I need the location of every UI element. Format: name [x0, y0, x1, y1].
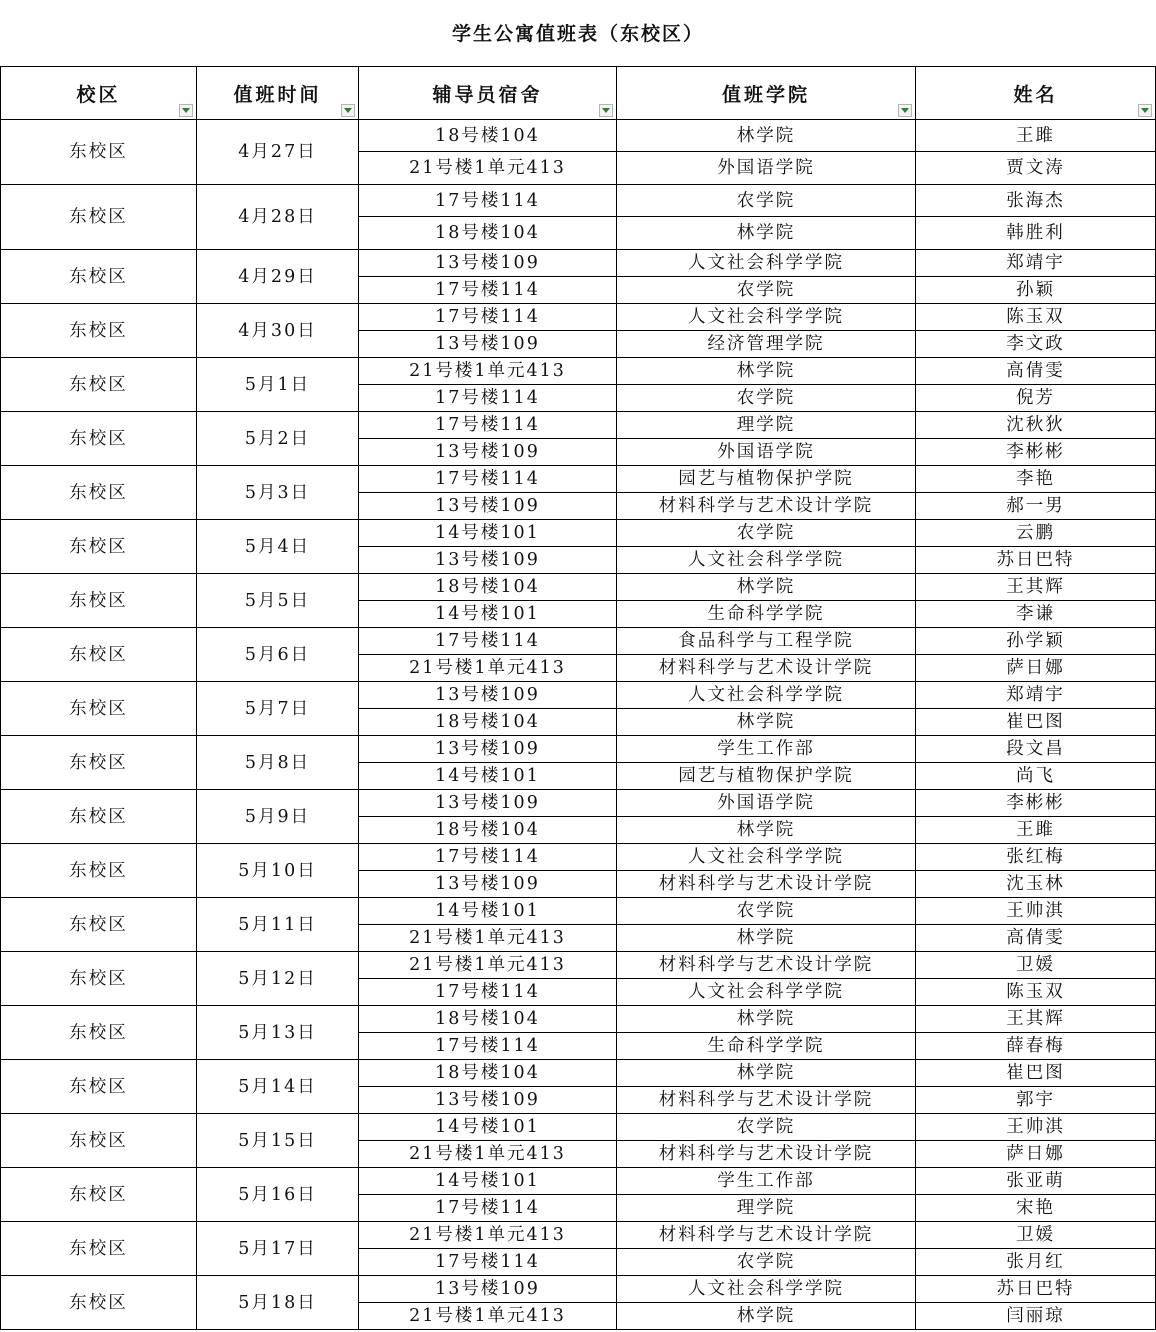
table-row: [1, 1168, 1156, 1195]
dorm-cell[interactable]: 17号楼114: [359, 277, 617, 304]
filter-dropdown-icon[interactable]: [179, 104, 193, 117]
table-row: [1, 682, 1156, 709]
name-cell[interactable]: 闫丽琼: [916, 1303, 1156, 1330]
name-cell[interactable]: 郑靖宇: [916, 250, 1156, 277]
college-cell[interactable]: 林学院: [617, 1303, 916, 1330]
college-cell[interactable]: 生命科学学院: [617, 1033, 916, 1060]
dorm-cell[interactable]: 17号楼114: [359, 304, 617, 331]
college-cell[interactable]: 园艺与植物保护学院: [617, 763, 916, 790]
name-cell[interactable]: 韩胜利: [916, 217, 1156, 250]
campus-cell[interactable]: 东校区: [1, 185, 197, 250]
college-cell[interactable]: 人文社会科学学院: [617, 547, 916, 574]
dorm-cell[interactable]: 18号楼104: [359, 817, 617, 844]
name-cell[interactable]: 薛春梅: [916, 1033, 1156, 1060]
name-cell[interactable]: 沈秋狄: [916, 412, 1156, 439]
name-cell[interactable]: 宋艳: [916, 1195, 1156, 1222]
column-header-dorm: [359, 67, 617, 120]
header-row: [1, 67, 1156, 120]
college-cell[interactable]: 学生工作部: [617, 736, 916, 763]
dorm-cell[interactable]: 18号楼104: [359, 1006, 617, 1033]
college-cell[interactable]: 人文社会科学学院: [617, 844, 916, 871]
name-cell[interactable]: 王其辉: [916, 574, 1156, 601]
dorm-cell[interactable]: 21号楼1单元413: [359, 1303, 617, 1330]
college-cell[interactable]: 学生工作部: [617, 1168, 916, 1195]
date-cell[interactable]: 4月27日: [197, 120, 359, 185]
table-row: [1, 898, 1156, 925]
date-cell[interactable]: 5月17日: [197, 1222, 359, 1276]
filter-dropdown-icon[interactable]: [341, 104, 355, 117]
table-row: [1, 574, 1156, 601]
date-cell[interactable]: 5月12日: [197, 952, 359, 1006]
dorm-cell[interactable]: 18号楼104: [359, 574, 617, 601]
campus-cell[interactable]: 东校区: [1, 412, 197, 466]
campus-cell[interactable]: 东校区: [1, 1222, 197, 1276]
campus-cell[interactable]: 东校区: [1, 358, 197, 412]
campus-cell[interactable]: 东校区: [1, 1168, 197, 1222]
college-cell[interactable]: 农学院: [617, 185, 916, 217]
campus-cell[interactable]: 东校区: [1, 120, 197, 185]
column-header-date: [197, 67, 359, 120]
dorm-cell[interactable]: 21号楼1单元413: [359, 925, 617, 952]
name-cell[interactable]: 崔巴图: [916, 1060, 1156, 1087]
campus-cell[interactable]: 东校区: [1, 304, 197, 358]
name-cell[interactable]: 孙颖: [916, 277, 1156, 304]
dorm-cell[interactable]: 17号楼114: [359, 844, 617, 871]
college-cell[interactable]: 农学院: [617, 1249, 916, 1276]
table-row: [1, 952, 1156, 979]
campus-cell[interactable]: 东校区: [1, 1006, 197, 1060]
filter-dropdown-icon[interactable]: [1138, 104, 1152, 117]
table-row: [1, 412, 1156, 439]
date-cell[interactable]: 5月4日: [197, 520, 359, 574]
name-cell[interactable]: 李文政: [916, 331, 1156, 358]
name-cell[interactable]: 陈玉双: [916, 979, 1156, 1006]
dorm-cell[interactable]: 17号楼114: [359, 466, 617, 493]
dorm-cell[interactable]: 18号楼104: [359, 1060, 617, 1087]
dorm-cell[interactable]: 17号楼114: [359, 628, 617, 655]
name-cell[interactable]: 尚飞: [916, 763, 1156, 790]
table-row: [1, 304, 1156, 331]
dorm-cell[interactable]: 21号楼1单元413: [359, 152, 617, 185]
dorm-cell[interactable]: 13号楼109: [359, 736, 617, 763]
campus-cell[interactable]: 东校区: [1, 1276, 197, 1330]
dorm-cell[interactable]: 17号楼114: [359, 1033, 617, 1060]
date-cell[interactable]: 5月15日: [197, 1114, 359, 1168]
college-cell[interactable]: 外国语学院: [617, 152, 916, 185]
college-cell[interactable]: 林学院: [617, 358, 916, 385]
campus-cell[interactable]: 东校区: [1, 574, 197, 628]
date-cell[interactable]: 5月11日: [197, 898, 359, 952]
date-cell[interactable]: 4月30日: [197, 304, 359, 358]
dorm-cell[interactable]: 13号楼109: [359, 1087, 617, 1114]
date-cell[interactable]: 5月16日: [197, 1168, 359, 1222]
page-title: 学生公寓值班表（东校区）: [451, 23, 704, 45]
dorm-cell[interactable]: 13号楼109: [359, 547, 617, 574]
college-cell[interactable]: 林学院: [617, 709, 916, 736]
date-cell[interactable]: 5月2日: [197, 412, 359, 466]
name-cell[interactable]: 崔巴图: [916, 709, 1156, 736]
table-row: [1, 358, 1156, 385]
college-cell[interactable]: 林学院: [617, 925, 916, 952]
table-row: [1, 1006, 1156, 1033]
table-row: [1, 1276, 1156, 1303]
name-cell[interactable]: 陈玉双: [916, 304, 1156, 331]
name-cell[interactable]: 李彬彬: [916, 439, 1156, 466]
date-cell[interactable]: 5月10日: [197, 844, 359, 898]
name-cell[interactable]: 张月红: [916, 1249, 1156, 1276]
college-cell[interactable]: 农学院: [617, 1114, 916, 1141]
name-cell[interactable]: 倪芳: [916, 385, 1156, 412]
column-header-campus: [1, 67, 197, 120]
campus-cell[interactable]: 东校区: [1, 520, 197, 574]
table-row: [1, 1114, 1156, 1141]
table-row: [1, 736, 1156, 763]
column-header-label: 值班学院: [721, 83, 810, 106]
college-cell[interactable]: 理学院: [617, 1195, 916, 1222]
dorm-cell[interactable]: 21号楼1单元413: [359, 358, 617, 385]
dorm-cell[interactable]: 14号楼101: [359, 898, 617, 925]
date-cell[interactable]: 5月13日: [197, 1006, 359, 1060]
college-cell[interactable]: 人文社会科学学院: [617, 682, 916, 709]
college-cell[interactable]: 食品科学与工程学院: [617, 628, 916, 655]
college-cell[interactable]: 经济管理学院: [617, 331, 916, 358]
name-cell[interactable]: 张海杰: [916, 185, 1156, 217]
name-cell[interactable]: 王帅淇: [916, 1114, 1156, 1141]
college-cell[interactable]: 林学院: [617, 574, 916, 601]
campus-cell[interactable]: 东校区: [1, 1114, 197, 1168]
college-cell[interactable]: 材料科学与艺术设计学院: [617, 952, 916, 979]
dorm-cell[interactable]: 13号楼109: [359, 871, 617, 898]
college-cell[interactable]: 材料科学与艺术设计学院: [617, 1141, 916, 1168]
name-cell[interactable]: 苏日巴特: [916, 1276, 1156, 1303]
college-cell[interactable]: 材料科学与艺术设计学院: [617, 1087, 916, 1114]
name-cell[interactable]: 王雎: [916, 817, 1156, 844]
dorm-cell[interactable]: 21号楼1单元413: [359, 655, 617, 682]
name-cell[interactable]: 王帅淇: [916, 898, 1156, 925]
name-cell[interactable]: 卫媛: [916, 952, 1156, 979]
college-cell[interactable]: 林学院: [617, 120, 916, 152]
name-cell[interactable]: 张亚萌: [916, 1168, 1156, 1195]
dorm-cell[interactable]: 18号楼104: [359, 709, 617, 736]
dorm-cell[interactable]: 14号楼101: [359, 1114, 617, 1141]
table-row: [1, 628, 1156, 655]
name-cell[interactable]: 王其辉: [916, 1006, 1156, 1033]
college-cell[interactable]: 林学院: [617, 817, 916, 844]
dorm-cell[interactable]: 17号楼114: [359, 185, 617, 217]
column-header-label: 值班时间: [233, 83, 322, 106]
campus-cell[interactable]: 东校区: [1, 466, 197, 520]
dorm-cell[interactable]: 13号楼109: [359, 250, 617, 277]
name-cell[interactable]: 王雎: [916, 120, 1156, 152]
column-header-label: 辅导员宿舍: [432, 83, 543, 106]
date-cell[interactable]: 4月29日: [197, 250, 359, 304]
college-cell[interactable]: 外国语学院: [617, 790, 916, 817]
table-row: [1, 185, 1156, 217]
campus-cell[interactable]: 东校区: [1, 628, 197, 682]
name-cell[interactable]: 李谦: [916, 601, 1156, 628]
name-cell[interactable]: 云鹏: [916, 520, 1156, 547]
date-cell[interactable]: 5月14日: [197, 1060, 359, 1114]
name-cell[interactable]: 卫媛: [916, 1222, 1156, 1249]
campus-cell[interactable]: 东校区: [1, 1060, 197, 1114]
table-row: [1, 520, 1156, 547]
dorm-cell[interactable]: 14号楼101: [359, 520, 617, 547]
dorm-cell[interactable]: 21号楼1单元413: [359, 1141, 617, 1168]
date-cell[interactable]: 5月8日: [197, 736, 359, 790]
name-cell[interactable]: 李艳: [916, 466, 1156, 493]
duty-table: [0, 66, 1156, 1330]
filter-dropdown-icon[interactable]: [898, 104, 912, 117]
column-header-label: 姓名: [1013, 83, 1058, 106]
name-cell[interactable]: 高倩雯: [916, 358, 1156, 385]
dorm-cell[interactable]: 14号楼101: [359, 1168, 617, 1195]
college-cell[interactable]: 农学院: [617, 277, 916, 304]
college-cell[interactable]: 材料科学与艺术设计学院: [617, 493, 916, 520]
college-cell[interactable]: 人文社会科学学院: [617, 304, 916, 331]
table-row: [1, 120, 1156, 152]
table-row: [1, 466, 1156, 493]
college-cell[interactable]: 农学院: [617, 898, 916, 925]
dorm-cell[interactable]: 13号楼109: [359, 493, 617, 520]
table-row: [1, 790, 1156, 817]
filter-dropdown-icon[interactable]: [599, 104, 613, 117]
column-header-name: [916, 67, 1156, 120]
dorm-cell[interactable]: 17号楼114: [359, 385, 617, 412]
date-cell[interactable]: 5月6日: [197, 628, 359, 682]
college-cell[interactable]: 农学院: [617, 520, 916, 547]
name-cell[interactable]: 萨日娜: [916, 655, 1156, 682]
dorm-cell[interactable]: 17号楼114: [359, 1249, 617, 1276]
date-cell[interactable]: 5月9日: [197, 790, 359, 844]
college-cell[interactable]: 材料科学与艺术设计学院: [617, 655, 916, 682]
dorm-cell[interactable]: 18号楼104: [359, 217, 617, 250]
campus-cell[interactable]: 东校区: [1, 250, 197, 304]
campus-cell[interactable]: 东校区: [1, 898, 197, 952]
name-cell[interactable]: 高倩雯: [916, 925, 1156, 952]
dorm-cell[interactable]: 13号楼109: [359, 331, 617, 358]
table-body: [1, 120, 1156, 1330]
campus-cell[interactable]: 东校区: [1, 736, 197, 790]
name-cell[interactable]: 萨日娜: [916, 1141, 1156, 1168]
table-row: [1, 1222, 1156, 1249]
name-cell[interactable]: 贾文涛: [916, 152, 1156, 185]
dorm-cell[interactable]: 17号楼114: [359, 412, 617, 439]
date-cell[interactable]: 5月3日: [197, 466, 359, 520]
date-cell[interactable]: 5月18日: [197, 1276, 359, 1330]
college-cell[interactable]: 理学院: [617, 412, 916, 439]
name-cell[interactable]: 沈玉林: [916, 871, 1156, 898]
date-cell[interactable]: 5月1日: [197, 358, 359, 412]
dorm-cell[interactable]: 21号楼1单元413: [359, 952, 617, 979]
campus-cell[interactable]: 东校区: [1, 952, 197, 1006]
college-cell[interactable]: 材料科学与艺术设计学院: [617, 1222, 916, 1249]
college-cell[interactable]: 外国语学院: [617, 439, 916, 466]
dorm-cell[interactable]: 14号楼101: [359, 601, 617, 628]
dorm-cell[interactable]: 14号楼101: [359, 763, 617, 790]
name-cell[interactable]: 郝一男: [916, 493, 1156, 520]
college-cell[interactable]: 园艺与植物保护学院: [617, 466, 916, 493]
column-header-label: 校区: [76, 83, 121, 106]
name-cell[interactable]: 孙学颖: [916, 628, 1156, 655]
table-row: [1, 844, 1156, 871]
college-cell[interactable]: 林学院: [617, 1060, 916, 1087]
dorm-cell[interactable]: 17号楼114: [359, 1195, 617, 1222]
name-cell[interactable]: 郭宇: [916, 1087, 1156, 1114]
college-cell[interactable]: 林学院: [617, 1006, 916, 1033]
dorm-cell[interactable]: 18号楼104: [359, 120, 617, 152]
dorm-cell[interactable]: 13号楼109: [359, 682, 617, 709]
dorm-cell[interactable]: 17号楼114: [359, 979, 617, 1006]
dorm-cell[interactable]: 13号楼109: [359, 1276, 617, 1303]
name-cell[interactable]: 郑靖宇: [916, 682, 1156, 709]
college-cell[interactable]: 生命科学学院: [617, 601, 916, 628]
name-cell[interactable]: 张红梅: [916, 844, 1156, 871]
college-cell[interactable]: 人文社会科学学院: [617, 1276, 916, 1303]
college-cell[interactable]: 人文社会科学学院: [617, 979, 916, 1006]
college-cell[interactable]: 材料科学与艺术设计学院: [617, 871, 916, 898]
campus-cell[interactable]: 东校区: [1, 682, 197, 736]
name-cell[interactable]: 苏日巴特: [916, 547, 1156, 574]
dorm-cell[interactable]: 13号楼109: [359, 439, 617, 466]
date-cell[interactable]: 4月28日: [197, 185, 359, 250]
name-cell[interactable]: 李彬彬: [916, 790, 1156, 817]
date-cell[interactable]: 5月7日: [197, 682, 359, 736]
date-cell[interactable]: 5月5日: [197, 574, 359, 628]
college-cell[interactable]: 人文社会科学学院: [617, 250, 916, 277]
name-cell[interactable]: 段文昌: [916, 736, 1156, 763]
dorm-cell[interactable]: 13号楼109: [359, 790, 617, 817]
dorm-cell[interactable]: 21号楼1单元413: [359, 1222, 617, 1249]
campus-cell[interactable]: 东校区: [1, 790, 197, 844]
campus-cell[interactable]: 东校区: [1, 844, 197, 898]
college-cell[interactable]: 农学院: [617, 385, 916, 412]
college-cell[interactable]: 林学院: [617, 217, 916, 250]
column-header-college: [617, 67, 916, 120]
table-row: [1, 1060, 1156, 1087]
table-row: [1, 250, 1156, 277]
